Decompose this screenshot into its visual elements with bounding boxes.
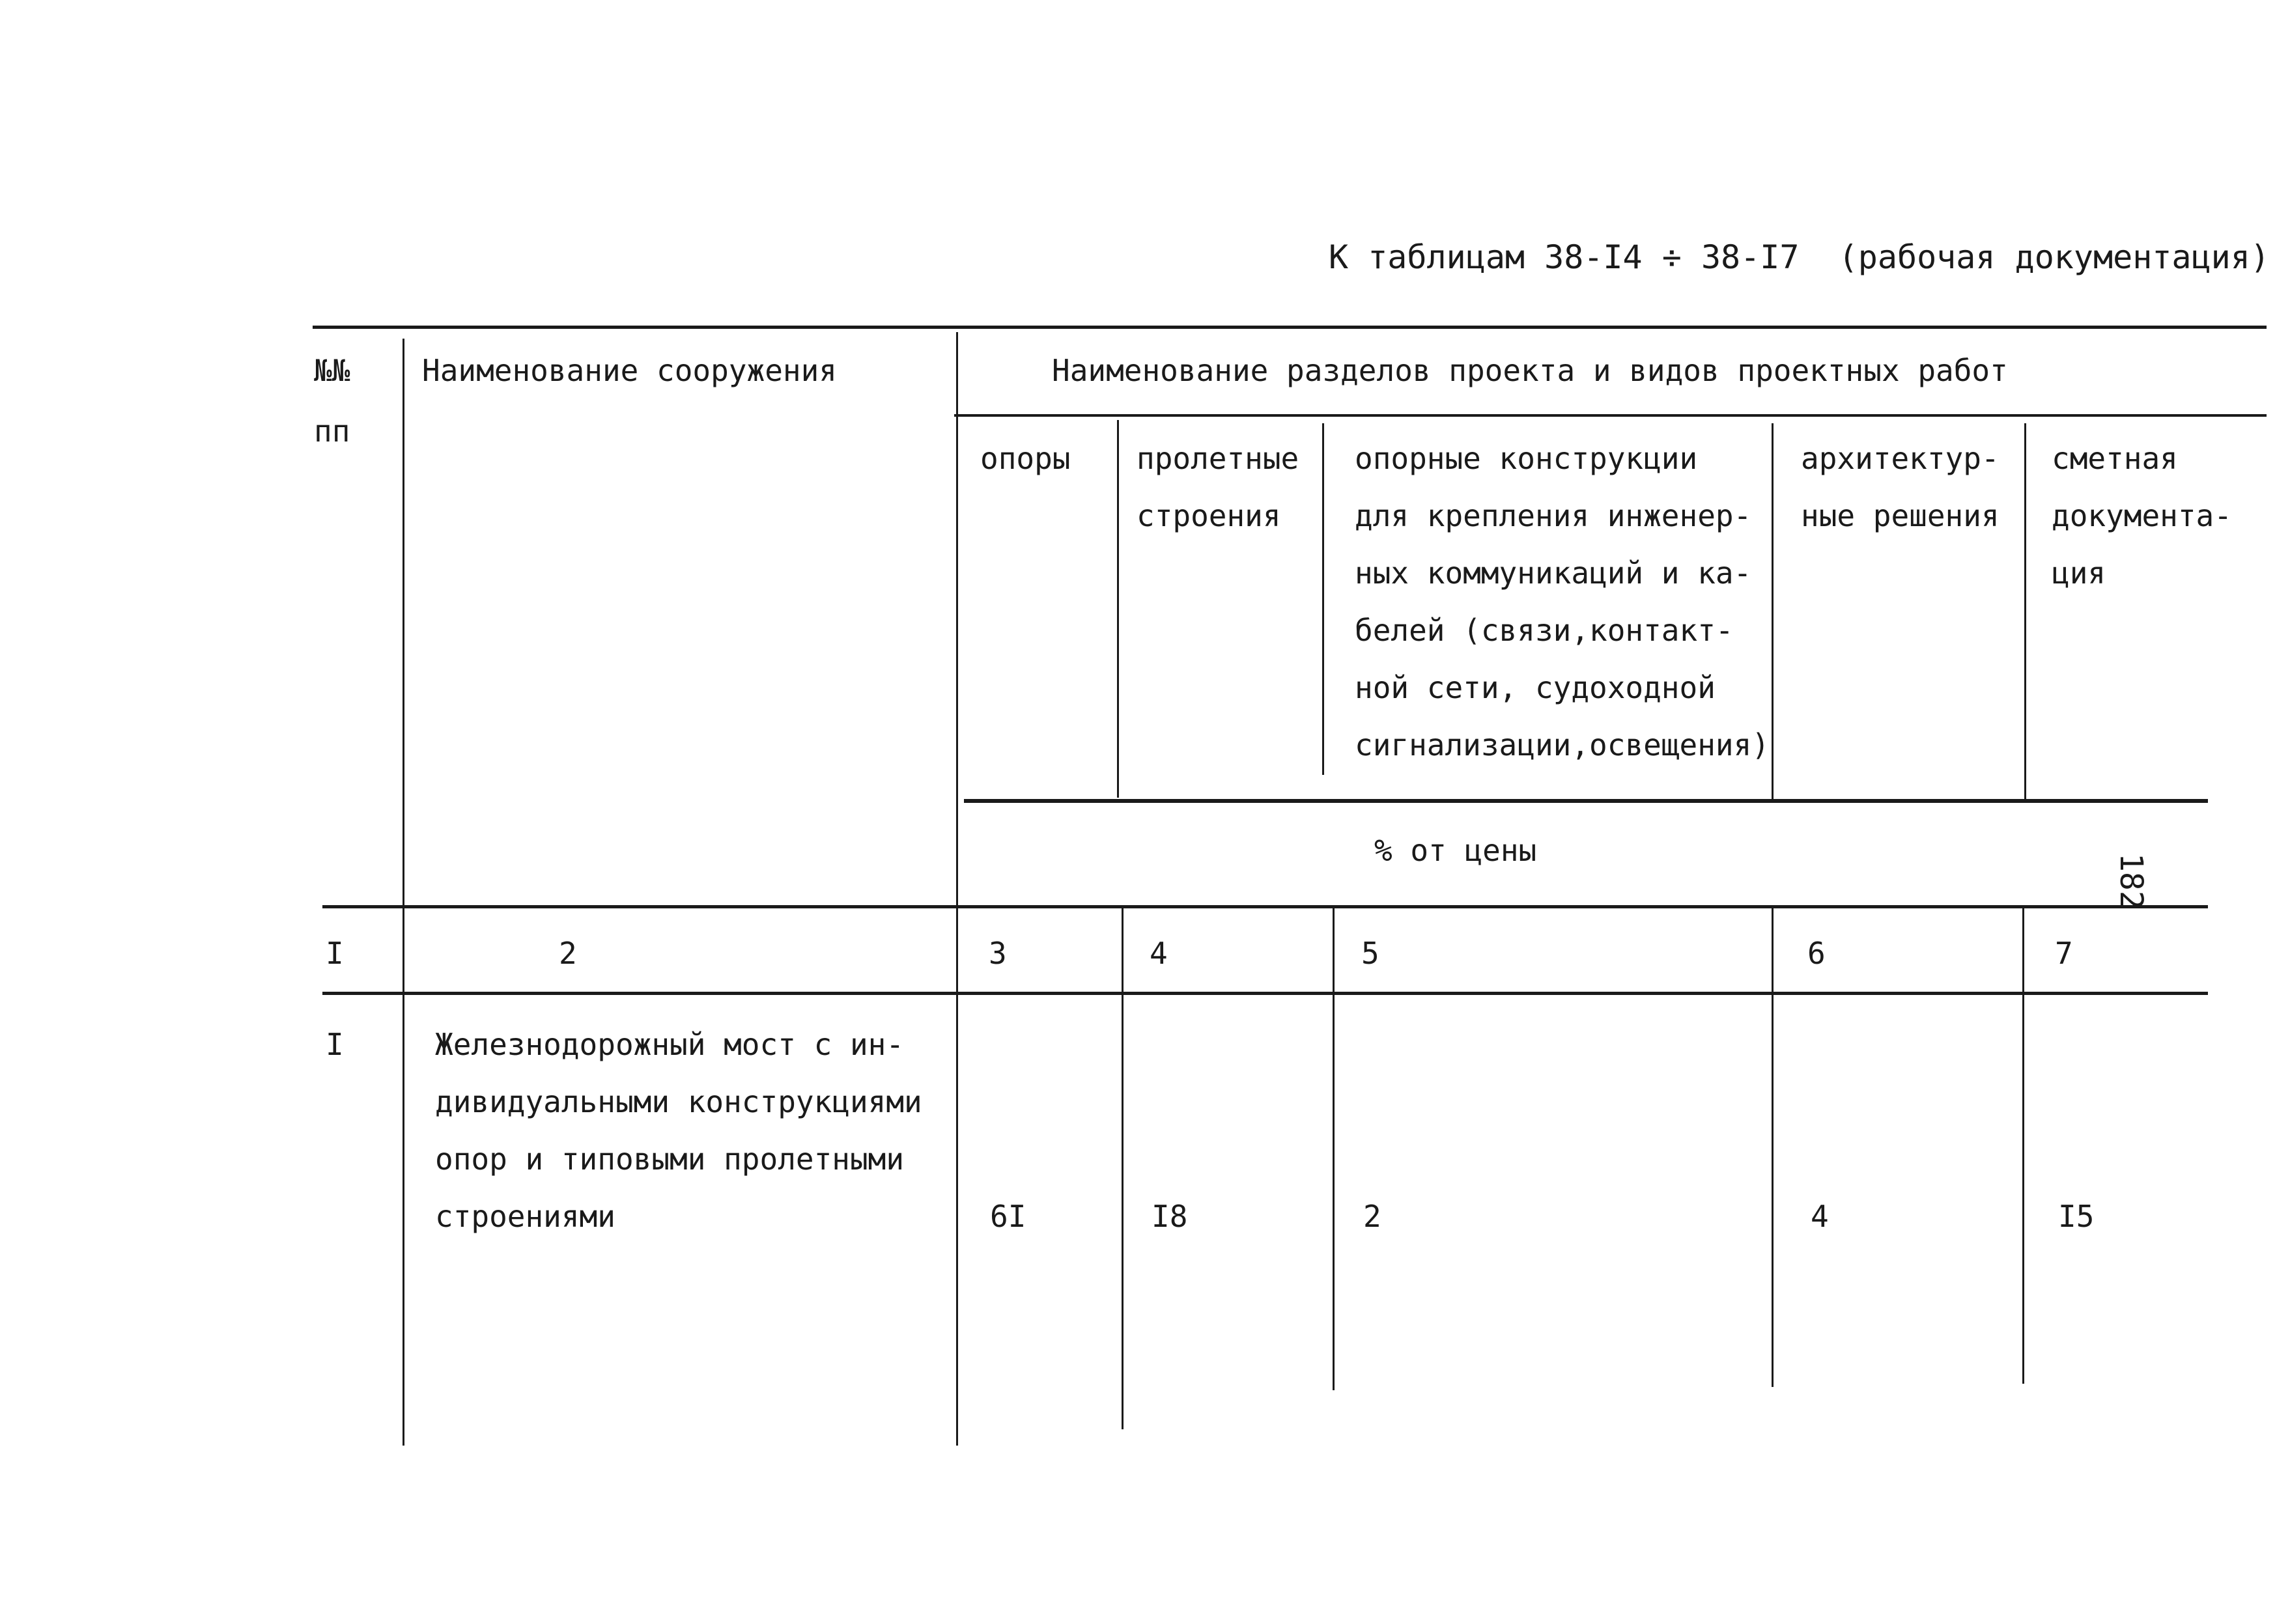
column-number-3: 3 [989,936,1007,971]
col-divider-3-4-body [1122,908,1124,1429]
row-1-name-line-2: дивидуальными конструкциями [435,1084,922,1119]
section-estimates-line-2: документа- [2052,498,2232,533]
row-1-name-line-4: строениями [435,1199,615,1234]
section-support-structures-line-1: опорные конструкции [1355,441,1698,476]
row-1-num: I [326,1027,344,1062]
section-estimates-line-3: ция [2052,555,2106,591]
header-num-line-1: №№ [314,353,350,388]
col-divider-name-sections [956,332,958,1446]
row-1-value-architecture: 4 [1811,1199,1829,1234]
col-divider-3-4-header [1117,420,1119,798]
col-divider-num-name [403,339,404,1446]
column-number-4: 4 [1150,936,1168,971]
row-1-value-support-structures: 2 [1363,1199,1381,1234]
unit-row-label: % от цены [1374,833,1537,868]
header-bottom-rule [322,905,2208,908]
column-number-2: 2 [559,936,577,971]
table-top-rule [313,326,2267,329]
row-1-value-spans: I8 [1152,1199,1188,1234]
column-number-7: 7 [2055,936,2073,971]
section-architecture-line-2: ные решения [1801,498,2000,533]
section-supports: опоры [980,441,1071,476]
col-divider-5-6-header [1772,423,1774,801]
header-group-title: Наименование разделов проекта и видов проектных работ [1052,353,2008,388]
group-title-rule [954,414,2267,417]
header-num-line-2: пп [314,413,350,449]
row-1-value-supports: 6I [990,1199,1026,1234]
column-numbers-bottom-rule [322,992,2208,995]
col-divider-6-7-body [2022,908,2024,1384]
col-divider-5-6-body [1772,908,1774,1387]
section-support-structures-line-3: ных коммуникаций и ка- [1355,555,1752,591]
section-spans-line-2: строения [1137,498,1281,533]
section-support-structures-line-6: сигнализации,освещения) [1355,727,1770,763]
section-support-structures-line-5: ной сети, судоходной [1355,670,1716,705]
header-name-col: Наименование сооружения [422,353,837,388]
sections-bottom-rule [964,799,2208,803]
col-divider-6-7-header [2024,423,2026,801]
section-spans-line-1: пролетные [1137,441,1299,476]
table-caption: К таблицам 38-I4 ÷ 38-I7 (рабочая документация) [1329,238,2270,276]
column-number-6: 6 [1807,936,1826,971]
column-number-1: I [326,936,344,971]
section-estimates-line-1: сметная [2052,441,2178,476]
row-1-name-line-1: Железнодорожный мост с ин- [435,1027,905,1062]
col-divider-4-5-body [1333,908,1335,1390]
col-divider-4-5-header [1322,423,1324,775]
column-number-5: 5 [1361,936,1379,971]
row-1-value-estimates: I5 [2058,1199,2095,1234]
section-support-structures-line-4: белей (связи,контакт- [1355,613,1734,648]
section-architecture-line-1: архитектур- [1801,441,2000,476]
section-support-structures-line-2: для крепления инженер- [1355,498,1752,533]
row-1-name-line-3: опор и типовыми пролетными [435,1141,905,1177]
page-number: 182 [2113,853,2149,910]
